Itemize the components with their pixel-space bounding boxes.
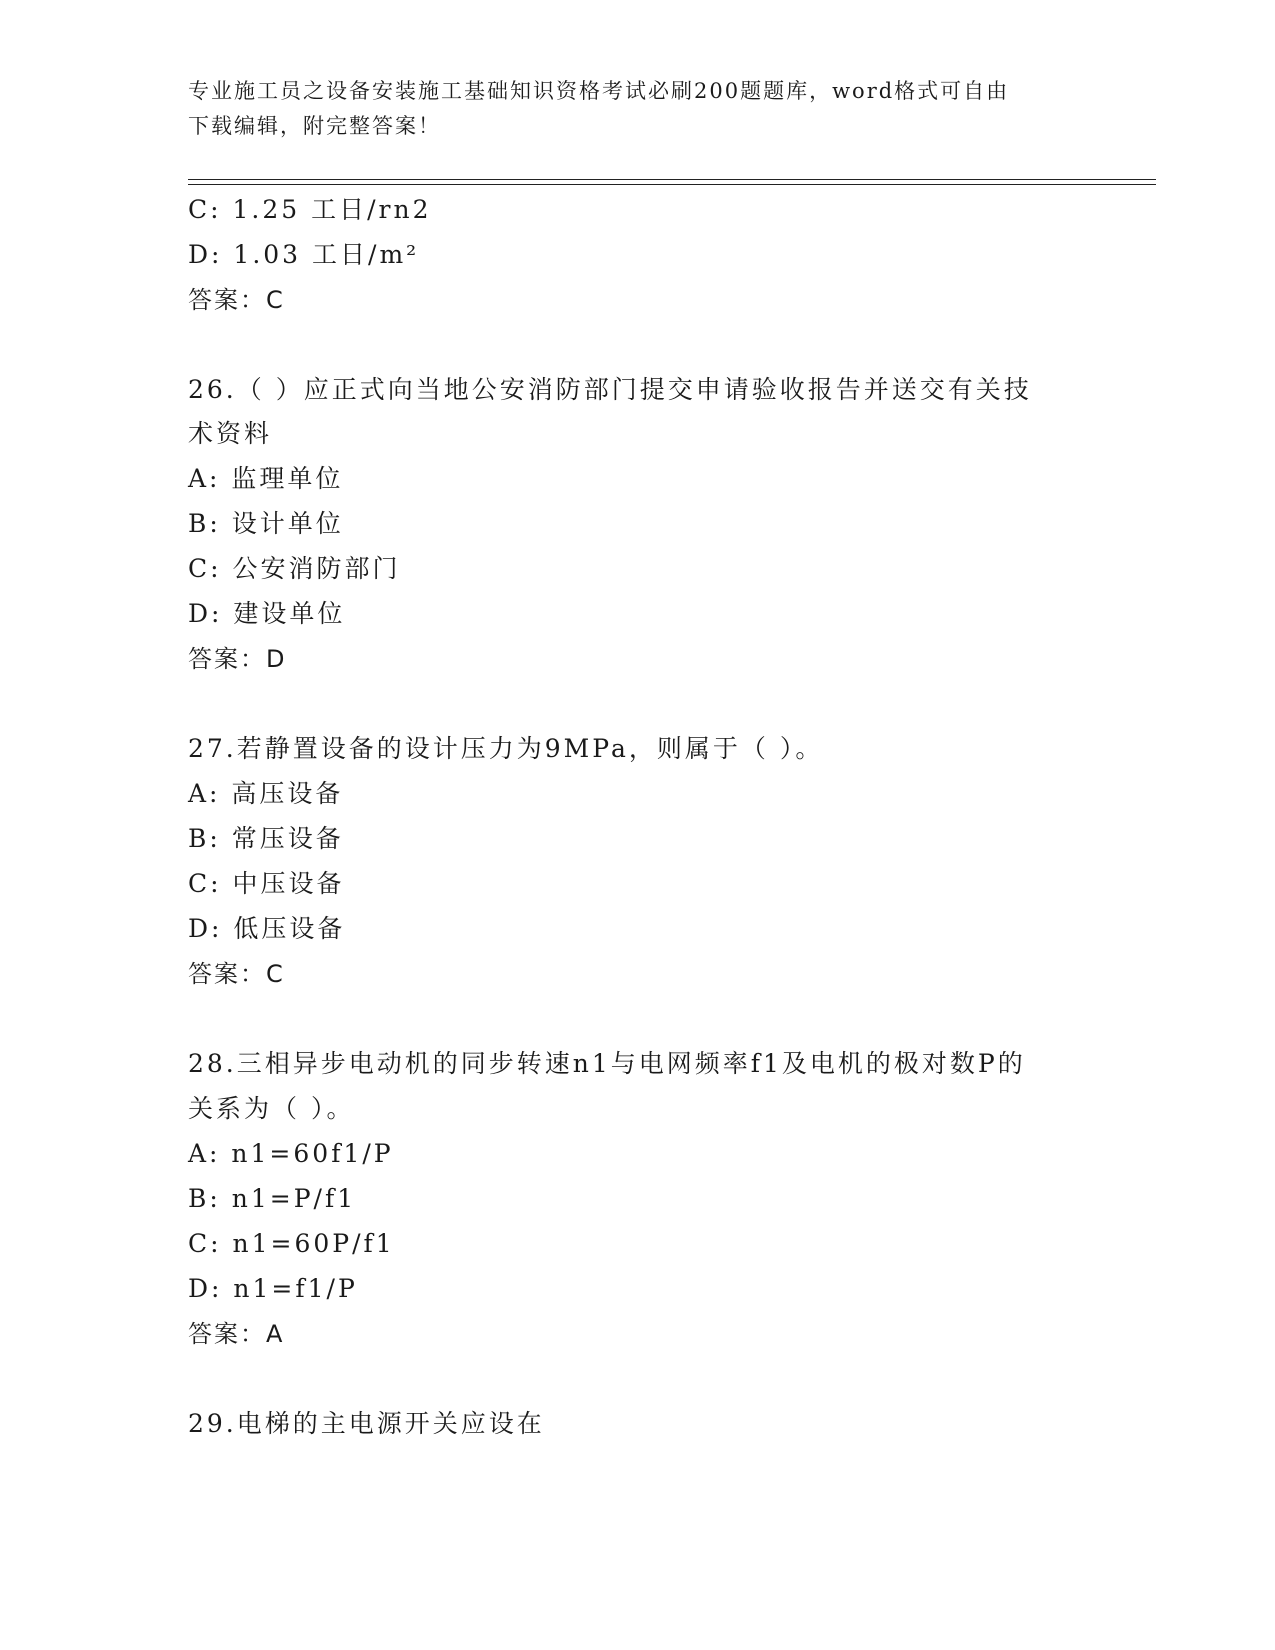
header-divider-bottom — [188, 184, 1156, 185]
q25-option-c: C: 1.25 工日/rn2 — [188, 195, 432, 224]
q28-option-b: B: n1=P/f1 — [188, 1184, 357, 1213]
q27-option-a: A: 高压设备 — [188, 779, 344, 808]
q28-option-a: A: n1=60f1/P — [188, 1139, 394, 1168]
q27-option-d: D: 低压设备 — [188, 914, 346, 943]
q25-answer: 答案：C — [188, 286, 285, 314]
q28-stem-line-1: 28.三相异步电动机的同步转速n1与电网频率f1及电机的极对数P的 — [188, 1049, 1026, 1078]
q28-option-c: C: n1=60P/f1 — [188, 1229, 395, 1258]
q27-option-b: B: 常压设备 — [188, 824, 344, 853]
q27-option-c: C: 中压设备 — [188, 869, 345, 898]
q26-stem-line-2: 术资料 — [188, 419, 273, 448]
q27-stem: 27.若静置设备的设计压力为9MPa，则属于（ ）。 — [188, 734, 824, 763]
q26-option-b: B: 设计单位 — [188, 509, 344, 538]
q28-answer: 答案：A — [188, 1320, 285, 1348]
q26-option-c: C: 公安消防部门 — [188, 554, 401, 583]
q29-stem: 29.电梯的主电源开关应设在 — [188, 1409, 545, 1438]
q26-option-d: D: 建设单位 — [188, 599, 346, 628]
header-divider-top — [188, 179, 1156, 180]
q26-stem-line-1: 26.（ ）应正式向当地公安消防部门提交申请验收报告并送交有关技 — [188, 375, 1032, 404]
q26-answer: 答案：D — [188, 645, 287, 673]
q28-option-d: D: n1=f1/P — [188, 1274, 358, 1303]
q26-option-a: A: 监理单位 — [188, 464, 344, 493]
header-title-line-1: 专业施工员之设备安装施工基础知识资格考试必刷200题题库，word格式可自由 — [188, 79, 1010, 103]
document-header — [188, 74, 1088, 144]
header-title-line-2: 下载编辑，附完整答案！ — [188, 114, 441, 138]
q25-option-d: D: 1.03 工日/m² — [188, 240, 420, 269]
q27-answer: 答案：C — [188, 960, 285, 988]
q28-stem-line-2: 关系为（ ）。 — [188, 1094, 355, 1123]
